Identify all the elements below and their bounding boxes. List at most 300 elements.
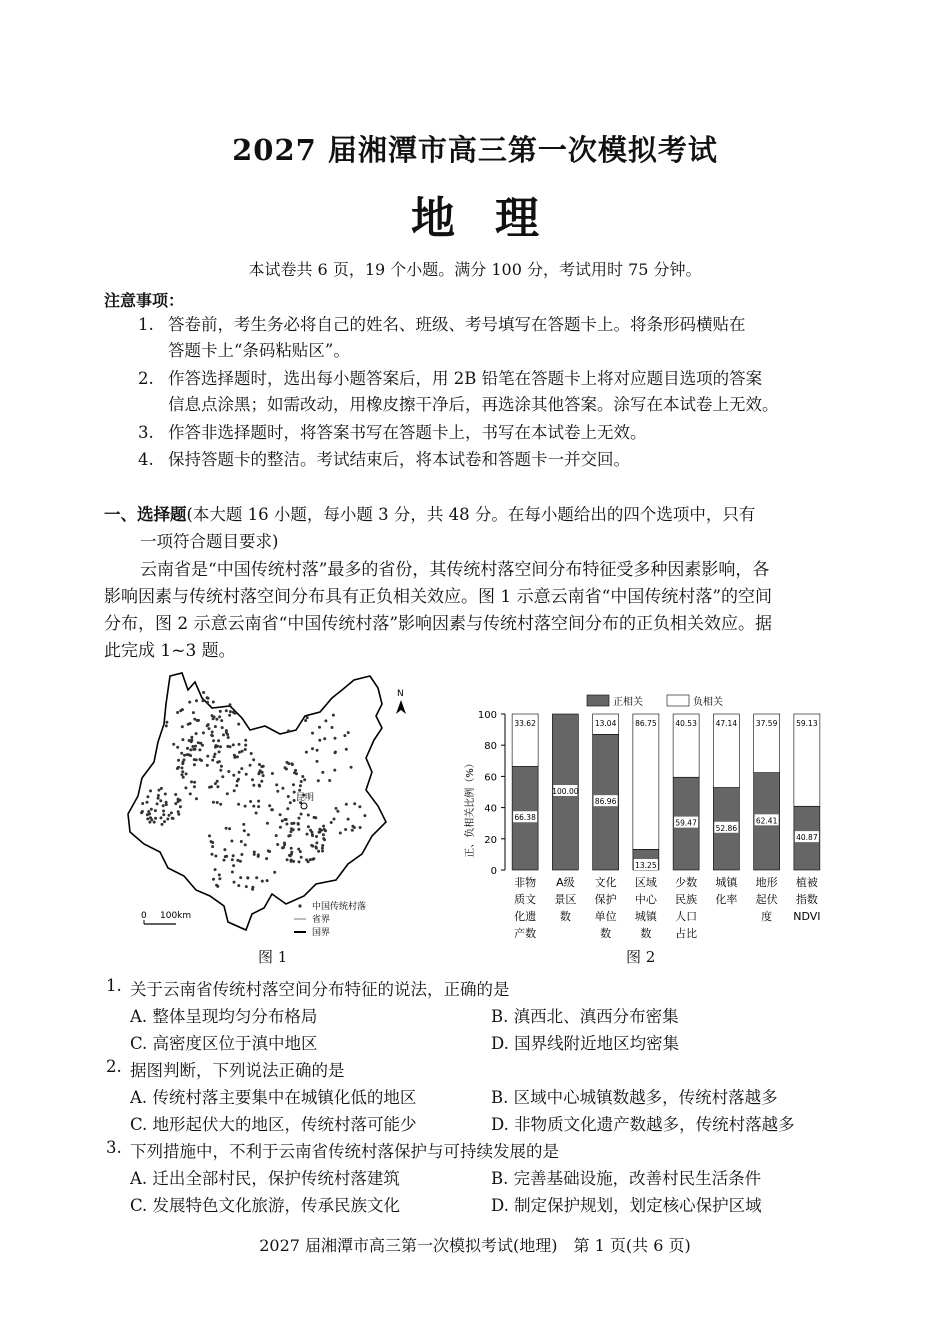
village-dot: [159, 799, 162, 802]
data-label-negative: 86.75: [635, 719, 657, 728]
village-dot: [141, 802, 144, 805]
village-dot: [148, 821, 151, 824]
village-dot: [210, 734, 213, 737]
y-tick-label: 20: [484, 834, 497, 846]
village-dot: [318, 739, 321, 742]
village-dot: [239, 860, 242, 863]
village-dot: [339, 832, 342, 835]
village-dot: [276, 843, 279, 846]
notice-item-4-line1: 保持答题卡的整洁。考试结束后，将本试卷和答题卡一并交回。: [168, 450, 630, 469]
village-dot: [162, 813, 165, 816]
village-dot: [190, 736, 193, 739]
section-desc-1: (本大题 16 小题，每小题 3 分，共 48 分。在每小题给出的四个选项中，只有: [186, 505, 756, 524]
svg-text:N: N: [397, 689, 404, 699]
legend-positive-swatch: [587, 695, 609, 706]
village-dot: [218, 873, 221, 876]
village-dot: [238, 771, 241, 774]
kunming-label: 昆明: [296, 793, 315, 803]
village-dot: [297, 822, 300, 825]
village-dot: [240, 853, 243, 856]
village-dot: [286, 858, 289, 861]
village-dot: [257, 853, 260, 856]
village-dot: [211, 853, 214, 856]
village-dot: [216, 761, 219, 764]
village-dot: [232, 774, 235, 777]
village-dot: [287, 762, 290, 765]
village-dot: [156, 802, 159, 805]
village-dot: [211, 845, 214, 848]
q2-option-b: B. 区域中心城镇数越多，传统村落越多: [491, 1088, 778, 1107]
village-dot: [288, 854, 291, 857]
village-dot: [230, 840, 233, 843]
x-category-label: 文化: [594, 876, 617, 889]
y-tick-label: 80: [484, 741, 497, 753]
page-footer: 2027 届湘潭市高三第一次模拟考试(地理) 第 1 页(共 6 页): [259, 1236, 691, 1255]
data-label-negative: 37.59: [755, 719, 778, 728]
village-dot: [215, 718, 218, 721]
village-dot: [181, 773, 184, 776]
q2-stem: 据图判断，下列说法正确的是: [130, 1061, 345, 1080]
scale-label: 100km: [160, 911, 192, 921]
village-dot: [306, 833, 309, 836]
village-dot: [221, 726, 224, 729]
village-dot: [223, 859, 226, 862]
village-dot: [318, 726, 321, 729]
village-dot: [273, 871, 276, 874]
village-dot: [206, 764, 209, 767]
village-dot: [181, 738, 184, 741]
village-dot: [260, 765, 263, 768]
village-dot: [216, 785, 219, 788]
village-dot: [245, 885, 248, 888]
legend-border: 国界: [312, 928, 331, 938]
village-dot: [146, 817, 149, 820]
village-dot: [275, 834, 278, 837]
q1-option-b: B. 滇西北、滇西分布密集: [491, 1007, 679, 1026]
x-category-label: 景区: [554, 893, 577, 906]
village-dot: [232, 711, 235, 714]
village-dot: [324, 719, 327, 722]
correlation-stacked-bar-chart: [455, 688, 835, 948]
village-dot: [219, 745, 222, 748]
village-dot: [165, 724, 168, 727]
village-dot: [331, 726, 334, 729]
village-dot: [188, 701, 191, 704]
bar-negative: [633, 714, 659, 849]
village-dot: [193, 763, 196, 766]
village-dot: [321, 771, 324, 774]
village-dot: [312, 857, 315, 860]
village-dot: [214, 855, 217, 858]
x-category-label: 占比: [675, 927, 698, 940]
village-dot: [262, 774, 265, 777]
village-dot: [275, 783, 278, 786]
village-dot: [189, 722, 192, 725]
village-dot: [249, 800, 252, 803]
village-dot: [247, 833, 250, 836]
village-dot: [358, 805, 361, 808]
village-dot: [237, 778, 240, 781]
village-dot: [276, 790, 279, 793]
x-category-label: 数: [600, 927, 612, 940]
village-dot: [350, 766, 353, 769]
village-dot: [208, 834, 211, 837]
village-dot: [193, 785, 196, 788]
data-label-negative: 40.53: [675, 719, 697, 728]
north-arrow-icon: [396, 689, 406, 714]
village-dot: [311, 833, 314, 836]
village-dot: [243, 829, 246, 832]
village-dot: [168, 814, 171, 817]
data-label-positive: 66.38: [514, 813, 536, 823]
village-dot: [266, 822, 269, 825]
village-dot: [298, 817, 301, 820]
village-dot: [213, 716, 216, 719]
notice-item-2-line1: 作答选择题时，选出每小题答案后，用 2B 铅笔在答题卡上将对应题目选项的答案: [168, 369, 763, 388]
village-dot: [323, 828, 326, 831]
subject-title: 地理: [411, 193, 579, 244]
village-dot: [298, 860, 301, 863]
village-dot: [227, 770, 230, 773]
village-dot: [310, 844, 313, 847]
village-dot: [244, 748, 247, 751]
village-dot: [321, 844, 324, 847]
village-dot: [232, 743, 235, 746]
passage-line-4: 此完成 1~3 题。: [104, 641, 236, 661]
village-dot: [208, 786, 211, 789]
village-dot: [218, 715, 221, 718]
notice-item-1-line1: 答卷前，考生务必将自己的姓名、班级、考号填写在答题卡上。将条形码横贴在: [168, 315, 746, 334]
village-dot: [212, 878, 215, 881]
village-dot: [226, 733, 229, 736]
village-dot: [166, 818, 169, 821]
x-category-label: 化率: [715, 893, 738, 906]
village-dot: [219, 710, 222, 713]
village-dot: [305, 751, 308, 754]
village-dot: [249, 764, 252, 767]
village-dot: [141, 810, 144, 813]
village-dot: [301, 775, 304, 778]
village-dot: [353, 802, 356, 805]
village-dot: [271, 772, 274, 775]
data-label-negative: 59.13: [796, 719, 818, 728]
village-dot: [279, 813, 282, 816]
village-dot: [218, 877, 221, 880]
village-dot: [147, 810, 150, 813]
q3-option-c: C. 发展特色文化旅游，传承民族文化: [130, 1196, 401, 1215]
village-dot: [244, 744, 247, 747]
village-dot: [185, 772, 188, 775]
village-dot: [192, 748, 195, 751]
village-dot: [260, 780, 263, 783]
village-dot: [307, 825, 310, 828]
q3-stem: 下列措施中，不利于云南省传统村落保护与可持续发展的是: [130, 1142, 559, 1161]
village-dot: [315, 847, 318, 850]
village-dot: [313, 816, 316, 819]
village-dot: [214, 868, 217, 871]
village-dot: [311, 732, 314, 735]
village-dot: [191, 745, 194, 748]
village-dot: [192, 711, 195, 714]
notice-item-4-num: 4.: [138, 450, 154, 469]
q2-number: 2.: [106, 1057, 122, 1076]
y-tick-label: 40: [484, 803, 497, 815]
exam-title: 2027 届湘潭市高三第一次模拟考试: [232, 133, 718, 167]
village-dot: [162, 810, 165, 813]
q1-option-d: D. 国界线附近地区均密集: [491, 1034, 680, 1053]
village-dot: [233, 789, 236, 792]
section-desc-2: 一项符合题目要求): [140, 532, 279, 551]
village-dot: [181, 766, 184, 769]
village-dot: [291, 762, 294, 765]
data-label-positive: 59.47: [675, 818, 697, 828]
village-dot: [154, 809, 157, 812]
village-dot: [150, 808, 153, 811]
village-dot: [208, 727, 211, 730]
village-dot: [286, 807, 289, 810]
village-dot: [219, 769, 222, 772]
village-dot: [154, 817, 157, 820]
x-category-label: 单位: [594, 910, 617, 923]
village-dot: [351, 825, 354, 828]
village-dot: [257, 805, 260, 808]
x-category-label: NDVI: [793, 910, 821, 923]
village-dot: [252, 758, 255, 761]
q1-option-a: A. 整体呈现均匀分布格局: [130, 1007, 318, 1026]
passage-line-3: 分布，图 2 示意云南省“中国传统村落”影响因素与传统村落空间分布的正负相关效应。据: [104, 614, 773, 634]
village-dot: [261, 771, 264, 774]
village-dot: [232, 854, 235, 857]
notice-item-3-line1: 作答非选择题时，将答案书写在答题卡上，书写在本试卷上无效。: [168, 423, 647, 442]
x-category-label: 指数: [795, 893, 818, 906]
village-dot: [351, 829, 354, 832]
village-dot: [207, 697, 210, 700]
village-dot: [206, 701, 209, 704]
village-dot: [225, 709, 228, 712]
village-dot: [146, 813, 149, 816]
village-dot: [189, 748, 192, 751]
q1-number: 1.: [106, 976, 122, 995]
village-dot: [330, 821, 333, 824]
village-dot: [202, 691, 205, 694]
village-dot: [359, 826, 362, 829]
village-dot: [253, 853, 256, 856]
village-dot: [162, 804, 165, 807]
village-dot: [311, 747, 314, 750]
village-dot: [285, 818, 288, 821]
village-dot: [307, 814, 310, 817]
village-dot: [290, 827, 293, 830]
village-dot: [317, 850, 320, 853]
village-dot: [211, 759, 214, 762]
village-dot: [290, 822, 293, 825]
passage-line-1: 云南省是“中国传统村落”最多的省份，其传统村落空间分布特征受多种因素影响，各: [140, 560, 770, 580]
q2-option-d: D. 非物质文化遗产数越多，传统村落越多: [491, 1115, 795, 1134]
village-dot: [303, 778, 306, 781]
village-dot: [207, 723, 210, 726]
village-dot: [176, 746, 179, 749]
village-dot: [298, 789, 301, 792]
legend-negative-swatch: [667, 695, 689, 706]
q2-option-a: A. 传统村落主要集中在城镇化低的地区: [130, 1088, 417, 1107]
village-dot: [181, 770, 184, 773]
village-dot: [212, 701, 215, 704]
village-dot: [170, 811, 173, 814]
q1-option-c: C. 高密度区位于滇中地区: [130, 1034, 318, 1053]
village-dot: [255, 876, 258, 879]
village-dot: [165, 721, 168, 724]
village-dot: [344, 828, 347, 831]
scale-zero: 0: [141, 911, 147, 921]
legend-province: 省界: [312, 915, 331, 925]
village-dot: [268, 850, 271, 853]
village-dot: [213, 755, 216, 758]
village-dot: [345, 748, 348, 751]
data-label-positive: 62.41: [755, 816, 778, 826]
village-dot: [246, 876, 249, 879]
village-dot: [172, 817, 175, 820]
village-dot: [266, 879, 269, 882]
legend-positive-label: 正相关: [613, 697, 643, 708]
village-dot: [250, 752, 253, 755]
village-dot: [219, 803, 222, 806]
village-dot: [321, 847, 324, 850]
village-dot: [157, 797, 160, 800]
chart-legend: [587, 695, 723, 708]
village-dot: [223, 848, 226, 851]
village-dot: [345, 803, 348, 806]
village-dot: [180, 752, 183, 755]
village-dot: [322, 825, 325, 828]
x-category-label: 城镇: [715, 876, 738, 889]
q1-stem: 关于云南省传统村落空间分布特征的说法，正确的是: [130, 980, 510, 999]
x-category-label: 人口: [675, 910, 698, 923]
x-category-label: 数: [559, 910, 571, 923]
village-dot: [200, 759, 203, 762]
notice-item-2-line2: 信息点涂黑；如需改动，用橡皮擦干净后，再选涂其他答案。涂写在本试卷上无效。: [168, 395, 779, 414]
x-category-label: 质文: [514, 893, 537, 906]
yunnan-village-map: [120, 668, 420, 943]
village-dot: [196, 719, 199, 722]
village-dot: [161, 823, 164, 826]
village-dot: [176, 711, 179, 714]
village-dot: [283, 842, 286, 845]
village-dot: [258, 771, 261, 774]
village-dot: [149, 816, 152, 819]
village-dot: [232, 864, 235, 867]
village-dot: [292, 783, 295, 786]
village-dot: [157, 794, 160, 797]
village-dot: [212, 739, 215, 742]
x-category-label: 产数: [514, 927, 537, 940]
village-dot: [261, 880, 264, 883]
notice-item-1-num: 1.: [138, 315, 154, 334]
village-dot: [334, 737, 337, 740]
village-dot: [215, 884, 218, 887]
village-dot: [182, 761, 185, 764]
village-dot: [315, 835, 318, 838]
x-category-label: 中心: [634, 893, 657, 906]
village-dot: [190, 780, 193, 783]
x-category-label: 起伏: [755, 893, 778, 906]
village-dot: [363, 814, 366, 817]
x-category-label: 保护: [594, 893, 617, 906]
village-dot: [257, 800, 260, 803]
village-dot: [195, 732, 198, 735]
village-dot: [197, 741, 200, 744]
x-category-label: 地形: [755, 876, 778, 889]
village-dot: [177, 798, 180, 801]
village-dot: [211, 841, 214, 844]
village-dot: [306, 716, 309, 719]
village-dot: [212, 801, 215, 804]
village-dot: [258, 785, 261, 788]
q3-number: 3.: [106, 1138, 122, 1157]
village-dot: [231, 858, 234, 861]
village-dot: [233, 754, 236, 757]
village-dot: [189, 754, 192, 757]
village-dot: [287, 835, 290, 838]
figure-2-caption: 图 2: [626, 948, 656, 966]
village-dot: [211, 731, 214, 734]
village-dot: [281, 846, 284, 849]
village-dot: [237, 723, 240, 726]
village-dot: [177, 810, 180, 813]
village-dot: [177, 759, 180, 762]
notice-item-2-num: 2.: [138, 369, 154, 388]
village-dot: [268, 804, 271, 807]
village-dot: [317, 779, 320, 782]
village-dot: [304, 719, 307, 722]
data-label-positive: 52.86: [715, 823, 738, 833]
village-dot: [310, 831, 313, 834]
village-dot: [233, 881, 236, 884]
data-label-positive: 86.96: [594, 797, 617, 807]
data-label-negative: 13.04: [594, 719, 617, 728]
village-dot: [237, 803, 240, 806]
village-dot: [318, 831, 321, 834]
village-dot: [202, 699, 205, 702]
q3-option-b: B. 完善基础设施，改善村民生活条件: [491, 1169, 762, 1188]
village-dot: [285, 823, 288, 826]
village-dot: [251, 888, 254, 891]
village-dot: [220, 765, 223, 768]
village-dot: [292, 860, 295, 863]
village-dot: [181, 708, 184, 711]
village-dot: [309, 858, 312, 861]
village-dot: [216, 780, 219, 783]
data-label-negative: 33.62: [514, 719, 536, 728]
village-dot: [222, 733, 225, 736]
village-dot: [221, 775, 224, 778]
village-dot: [244, 805, 247, 808]
village-dot: [146, 801, 149, 804]
village-dot: [189, 792, 192, 795]
village-dot: [322, 833, 325, 836]
map-legend: [294, 900, 366, 938]
y-tick-label: 100: [477, 710, 497, 721]
village-dot: [241, 750, 244, 753]
village-dot: [316, 749, 319, 752]
village-dot: [188, 739, 191, 742]
village-dot: [214, 782, 217, 785]
village-dot: [336, 810, 339, 813]
village-dot: [226, 792, 229, 795]
village-dot: [214, 744, 217, 747]
village-dot: [305, 858, 308, 861]
village-dot: [328, 779, 331, 782]
village-dot: [184, 786, 187, 789]
